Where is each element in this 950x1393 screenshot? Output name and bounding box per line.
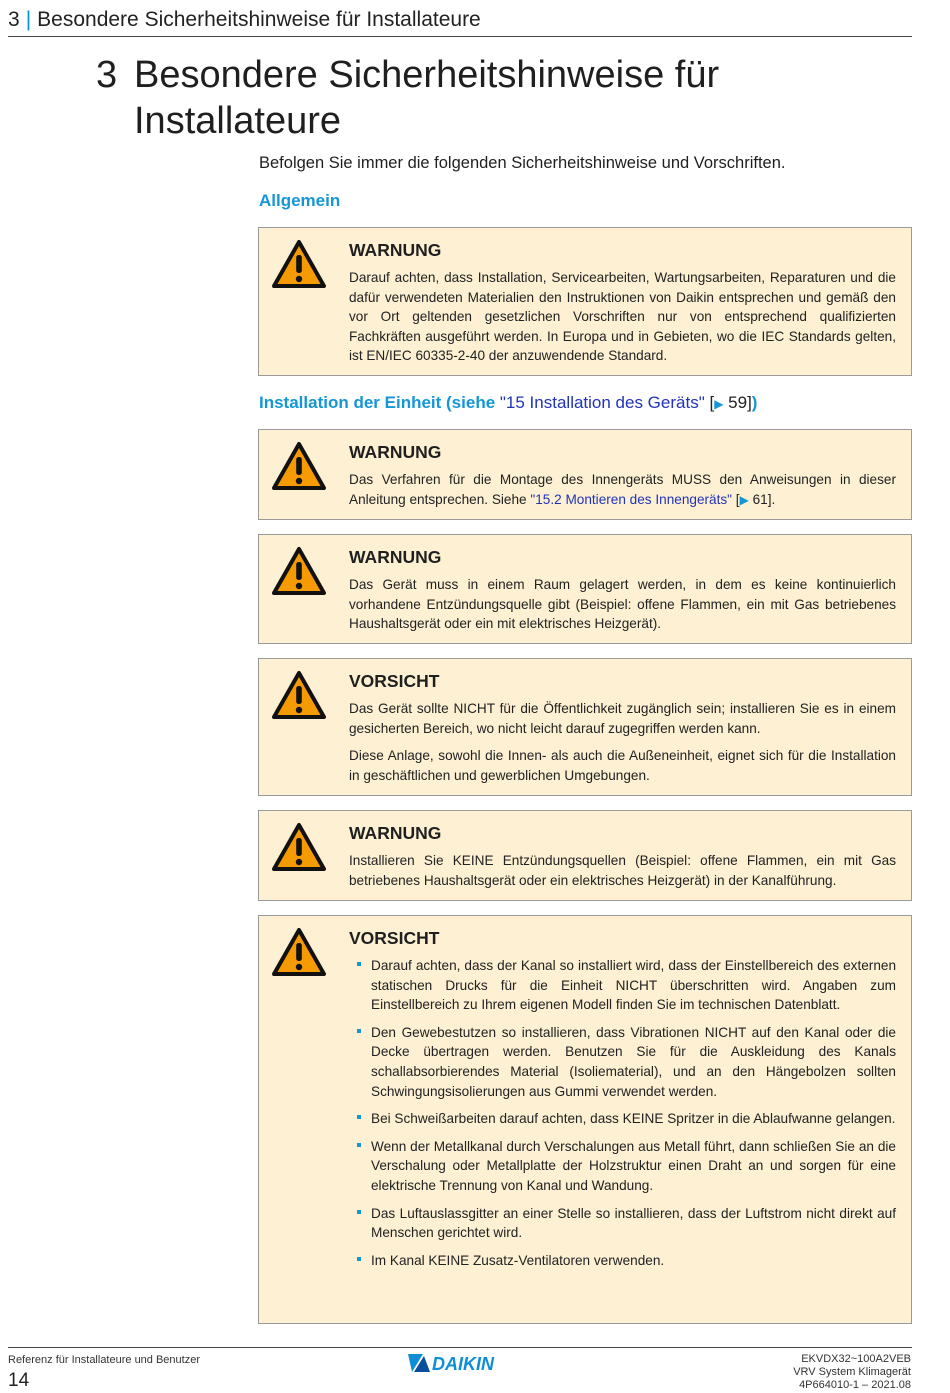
- running-header-number: 3: [8, 8, 20, 31]
- intro-text: Befolgen Sie immer die folgenden Sicherheitshinweise und Vorschriften.: [259, 154, 786, 172]
- notice-link-bracket: [: [732, 491, 740, 507]
- section-heading-page: 59]: [723, 393, 752, 412]
- section-heading-general: Allgemein: [259, 191, 341, 210]
- notice-type: WARNUNG: [349, 442, 442, 462]
- notice-link-page: 61].: [748, 491, 776, 507]
- chapter-title-text: Besondere Sicherheitshinweise für Installateure: [134, 54, 720, 142]
- section-heading-installation: [259, 392, 757, 415]
- section-heading-suffix: ): [751, 393, 758, 412]
- notice-text: Das Gerät sollte NICHT für die Öffentlichkeit zugänglich sein; installieren Sie es in einem gesicherten Bereich, wo nicht leicht darauf zugegriffen werden kann.: [349, 701, 896, 736]
- list-item: Das Luftauslassgitter an einer Stelle so installieren, dass der Luftstrom nicht direkt auf Menschen gerichtet wird.: [349, 1204, 896, 1243]
- running-header-separator: |: [25, 8, 32, 31]
- list-item: Wenn der Metallkanal durch Verschalungen aus Metall führt, dann schließen Sie an die Verschalung oder Metallplatte der Holzstruktur einen Draht an und sorgen für eine elektrische Trennung von Kanal und Wandung.: [349, 1137, 896, 1196]
- notice-text: [349, 470, 896, 510]
- footer-document-title: Referenz für Installateure und Benutzer: [8, 1354, 201, 1366]
- list-item: Im Kanal KEINE Zusatz-Ventilatoren verwenden.: [349, 1251, 896, 1271]
- notice-warning-ignition: [258, 810, 912, 901]
- chapter-title: [96, 52, 856, 144]
- list-item: Darauf achten, dass der Kanal so installiert wird, dass der Einstellbereich des externen statischen Drucks für die Einheit NICHT überschritten wird. Angaben zum Einstellbereich zu Ihrem eigenen Modell finden Sie im technischen Datenblatt.: [349, 956, 896, 1015]
- warning-triangle-icon: [270, 821, 328, 873]
- notice-text: Diese Anlage, sowohl die Innen- als auch die Außeneinheit, eignet sich für die Installation in geschäftlichen und gewerblichen Umgebungen.: [349, 748, 896, 783]
- section-heading-prefix: Installation der Einheit (siehe: [259, 393, 500, 412]
- daikin-logo-icon: [408, 1352, 512, 1374]
- notice-text-main: Das Verfahren für die Montage des Innengeräts MUSS den Anweisungen in dieser Anleitung entsprechen. Siehe: [349, 472, 896, 507]
- list-item: Den Gewebestutzen so installieren, dass Vibrationen NICHT auf den Kanal oder die Decke übertragen werden. Benutzen Sie für die Auskleidung des Kanals schallabsorbierendes Material (Isoliematerial), und an den Hängebolzen sollten Schwingungsisolierungen aus Gummi verwendet werden.: [349, 1023, 896, 1101]
- list-item: Bei Schweißarbeiten darauf achten, dass KEINE Spritzer in die Ablaufwanne gelangen.: [349, 1109, 896, 1129]
- notice-text: Das Gerät muss in einem Raum gelagert werden, in dem es keine kontinuierlich vorhandene Entzündungsquelle gibt (Beispiel: offene Flammen, ein mit Gas betriebenes Haushaltsgerät oder ein mit elektrisches Heizgerät).: [349, 577, 896, 632]
- warning-triangle-icon: [270, 669, 328, 721]
- page-number: 14: [8, 1370, 30, 1391]
- footer-product-info: [793, 1353, 911, 1392]
- page-arrow-icon: ▶: [739, 492, 749, 507]
- notice-text: Installieren Sie KEINE Entzündungsquellen (Beispiel: offene Flammen, ein mit Gas betriebenes Haushaltsgerät oder ein elektrisches Heizgerät) in der Kanalführung.: [349, 853, 896, 888]
- notice-warning-storage: [258, 534, 912, 644]
- running-header-title: Besondere Sicherheitshinweise für Installateure: [37, 8, 481, 31]
- notice-link[interactable]: "15.2 Montieren des Innengeräts": [530, 491, 732, 507]
- notice-type: WARNUNG: [349, 547, 442, 567]
- footer-divider: [8, 1347, 912, 1348]
- notice-text: Darauf achten, dass Installation, Servicearbeiten, Wartungsarbeiten, Reparaturen und die dafür verwendeten Materialien den Instruktionen von Daikin entsprechen und gemäß den vor Ort geltenden gesetzlichen Vorschriften nur von entsprechend qualifizierten Fachkräften ausgeführt werden. In Europa und in Gebieten, wo die IEC Standards gelten, ist EN/IEC 60335-2-40 der anzuwendende Standard.: [349, 270, 896, 364]
- section-heading-link[interactable]: "15 Installation des Geräts": [499, 393, 705, 412]
- notice-type: WARNUNG: [349, 823, 442, 843]
- notice-warning-general: [258, 227, 912, 376]
- warning-triangle-icon: [270, 926, 328, 978]
- running-header: [8, 6, 912, 37]
- notice-type: VORSICHT: [349, 671, 440, 691]
- notice-warning-mounting: [258, 429, 912, 520]
- chapter-number: 3: [96, 54, 118, 96]
- notice-type: VORSICHT: [349, 928, 440, 948]
- footer-doc-id: 4P664010-1 – 2021.08: [799, 1379, 911, 1391]
- notice-caution-access: [258, 658, 912, 796]
- footer-model: EKVDX32~100A2VEB: [801, 1353, 911, 1365]
- warning-triangle-icon: [270, 440, 328, 492]
- section-heading-bracket: [: [704, 393, 715, 412]
- notice-type: WARNUNG: [349, 240, 442, 260]
- page-arrow-icon: ▶: [714, 397, 724, 411]
- warning-triangle-icon: [270, 238, 328, 290]
- footer-system: VRV System Klimagerät: [793, 1366, 911, 1378]
- notice-caution-duct: [258, 915, 912, 1324]
- logo-text: DAIKIN: [432, 1354, 494, 1374]
- warning-triangle-icon: [270, 545, 328, 597]
- notice-list: [349, 956, 896, 1270]
